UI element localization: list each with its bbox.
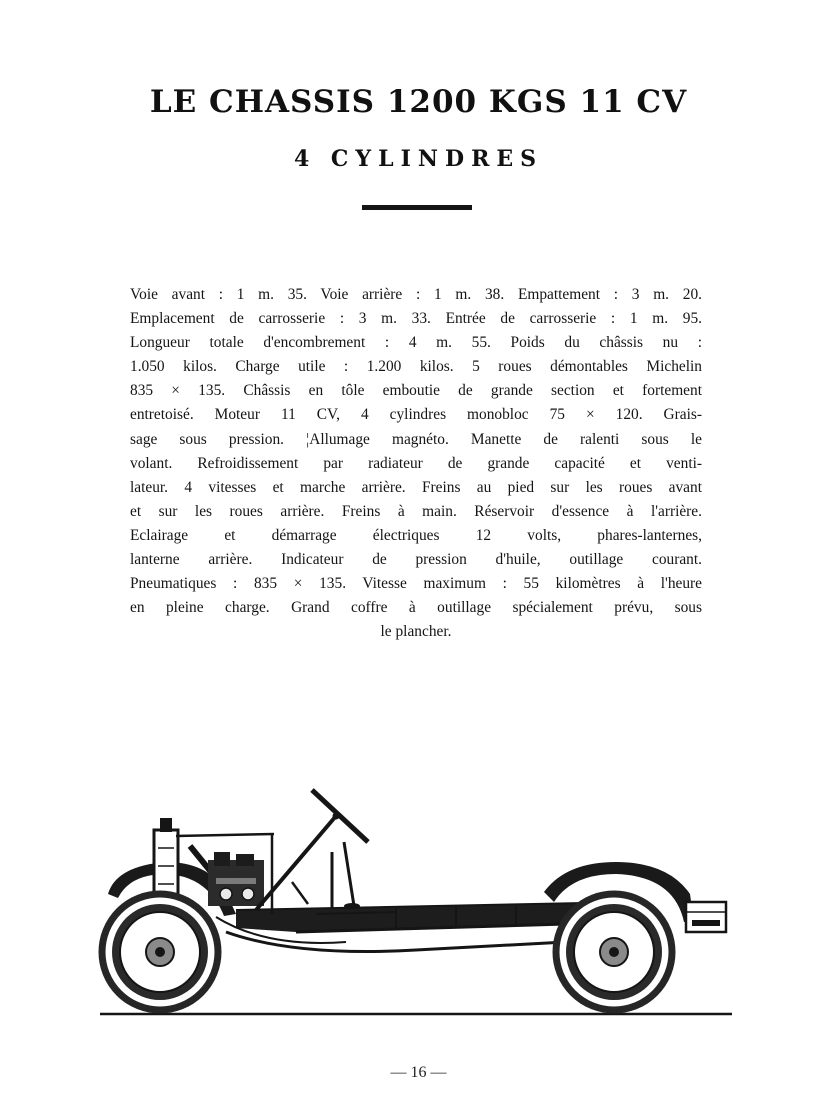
page-subtitle: 4 CYLINDRES xyxy=(293,146,544,172)
chassis-illustration xyxy=(96,782,736,1022)
rear-wheel xyxy=(556,894,672,1010)
paragraph-line: 1.050 kilos. Charge utile : 1.200 kilos. 5 roues démontables Michelin xyxy=(130,358,702,376)
paragraph-line: le plancher. xyxy=(380,623,452,641)
front-wheel xyxy=(102,894,218,1010)
paragraph-line: Voie avant : 1 m. 35. Voie arrière : 1 m. 38. Empattement : 3 m. 20. xyxy=(130,286,702,303)
paragraph-line: en pleine charge. Grand coffre à outillage spécialement prévu, sous xyxy=(130,599,702,617)
page-number: — 16 — xyxy=(390,1064,447,1081)
specification-paragraph xyxy=(130,283,702,644)
paragraph-line: 835 × 135. Châssis en tôle emboutie de grande section et fortement xyxy=(130,382,702,400)
paragraph-line: lateur. 4 vitesses et marche arrière. Freins au pied sur les roues avant xyxy=(130,478,702,496)
paragraph-line: et sur les roues arrière. Freins à main. Réservoir d'essence à l'arrière. xyxy=(130,502,702,520)
paragraph-line: Emplacement de carrosserie : 3 m. 33. Entrée de carrosserie : 1 m. 95. xyxy=(130,310,702,328)
paragraph-line: Longueur totale d'encombrement : 4 m. 55. Poids du châssis nu : xyxy=(130,334,702,352)
paragraph-line: Pneumatiques : 835 × 135. Vitesse maximum : 55 kilomètres à l'heure xyxy=(130,575,702,593)
title-divider xyxy=(362,205,472,210)
paragraph-line: volant. Refroidissement par radiateur de grande capacité et venti- xyxy=(130,454,702,472)
paragraph-line: lanterne arrière. Indicateur de pression d'huile, outillage courant. xyxy=(130,551,702,569)
paragraph-line: entretoisé. Moteur 11 CV, 4 cylindres monobloc 75 × 120. Grais- xyxy=(130,406,702,424)
paragraph-line: sage sous pression. ¦Allumage magnéto. Manette de ralenti sous le xyxy=(130,430,702,448)
control-levers xyxy=(292,842,360,909)
paragraph-line: Eclairage et démarrage électriques 12 volts, phares-lanternes, xyxy=(130,526,702,544)
tool-box xyxy=(686,902,726,932)
page-title: LE CHASSIS 1200 KGS 11 CV xyxy=(149,84,688,120)
radiator xyxy=(154,818,178,900)
